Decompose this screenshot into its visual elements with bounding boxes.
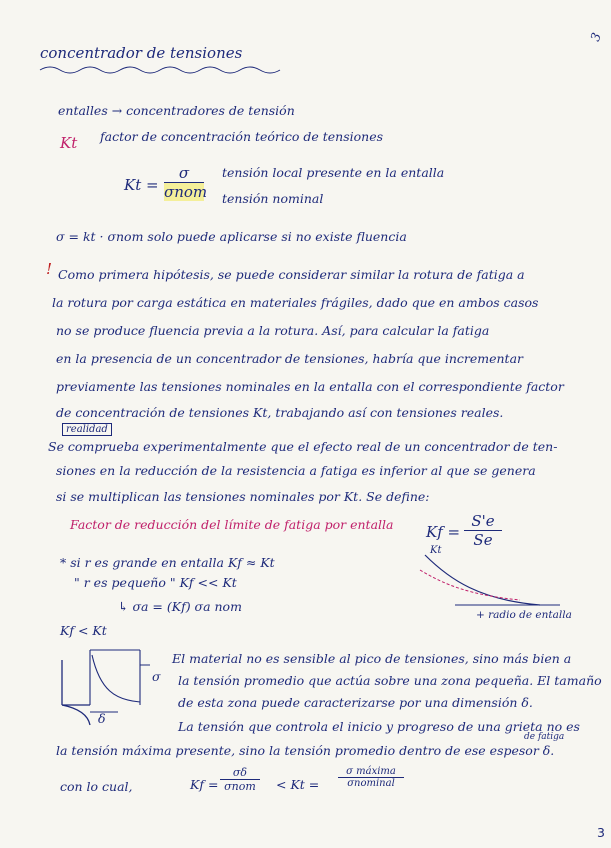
kt-denominator: σnom xyxy=(164,183,208,201)
corner-mark: 3 xyxy=(587,30,604,44)
page-number: 3 xyxy=(597,825,605,840)
kf-graph-curve-2 xyxy=(420,570,520,600)
final-denominator-2: σnominal xyxy=(347,778,395,789)
para3-line3: de esta zona puede caracterizarse por una dimensión δ. xyxy=(178,695,533,710)
final-fraction-2 xyxy=(338,766,404,789)
final-lead: con lo cual, xyxy=(60,779,133,794)
kf-graph-curve xyxy=(425,555,540,605)
final-kf-lhs: Kf = xyxy=(190,777,219,792)
case-consequence: ↳ σa = (Kf) σa nom xyxy=(118,599,242,614)
case-large-radius: * si r es grande en entalla Kf ≈ Kt xyxy=(60,555,275,570)
final-numerator-1: σδ xyxy=(220,766,260,780)
kt-symbol: Kt xyxy=(60,134,78,152)
kf-definition: Factor de reducción del límite de fatiga por entalla xyxy=(70,517,394,532)
para1-line1: Como primera hipótesis, se puede considerar similar la rotura de fatiga a xyxy=(58,267,525,282)
note-local-stress: tensión local presente en la entalla xyxy=(222,165,445,180)
case-small-radius: " r es pequeño " Kf << Kt xyxy=(74,575,237,590)
final-numerator-2: σ máxima xyxy=(338,766,404,778)
para3-line1: El material no es sensible al pico de tensiones, sino más bien a xyxy=(172,651,572,666)
kf-fraction xyxy=(464,512,502,549)
graph-axis-label: + radio de entalla xyxy=(476,609,572,621)
notch-diagram xyxy=(62,650,150,725)
kf-denominator: Se xyxy=(473,531,493,549)
para3-line5: la tensión máxima presente, sino la tensión promedio dentro de ese espesor δ. xyxy=(56,743,555,758)
para3-superscript: de fatiga xyxy=(524,732,565,742)
sigma-condition: σ = kt · σnom solo puede aplicarse si no existe fluencia xyxy=(56,229,407,244)
para2-line3: si se multiplican las tensiones nominales por Kt. Se define: xyxy=(56,489,430,504)
kt-fraction xyxy=(164,164,208,201)
realidad-label: realidad xyxy=(62,423,112,436)
kf-equation-lhs: Kf = xyxy=(426,523,461,541)
title-wavy-underline xyxy=(40,67,280,73)
para2-line2: siones en la reducción de la resistencia a fatiga es inferior al que se genera xyxy=(56,463,536,478)
final-lt-kt: < Kt = xyxy=(276,777,320,792)
para3-line4: La tensión que controla el inicio y progreso de una grieta no es xyxy=(178,719,580,734)
kf-numerator: S'e xyxy=(464,512,502,531)
note-nominal-stress: tensión nominal xyxy=(222,191,324,206)
exclamation-mark: ! xyxy=(46,260,53,278)
para3-line2: la tensión promedio que actúa sobre una zona pequeña. El tamaño xyxy=(178,673,602,688)
line-entalles: entalles → concentradores de tensión xyxy=(58,103,295,118)
para1-line3: no se produce fluencia previa a la rotura. Así, para calcular la fatiga xyxy=(56,323,490,338)
para1-line2: la rotura por carga estática en materiales frágiles, dado que en ambos casos xyxy=(52,295,539,310)
final-denominator-1: σnom xyxy=(224,780,256,793)
kt-numerator: σ xyxy=(164,164,204,183)
para1-line6: de concentración de tensiones Kt, trabajando así con tensiones reales. xyxy=(56,405,504,420)
graph-kt-label: Kt xyxy=(430,545,442,556)
para1-line5: previamente las tensiones nominales en la entalla con el correspondiente factor xyxy=(56,379,564,394)
kt-definition: factor de concentración teórico de tensiones xyxy=(100,129,384,144)
diagram-delta-label: δ xyxy=(98,711,106,726)
para2-line1: Se comprueba experimentalmente que el efecto real de un concentrador de ten- xyxy=(48,439,558,454)
final-fraction-1 xyxy=(220,766,260,793)
page-title: concentrador de tensiones xyxy=(40,44,243,62)
kt-equation-lhs: Kt = xyxy=(124,176,159,194)
kf-less-than-kt: Kf < Kt xyxy=(60,623,107,638)
para1-line4: en la presencia de un concentrador de tensiones, habría que incrementar xyxy=(56,351,523,366)
diagram-sigma-label: σ xyxy=(152,669,161,684)
